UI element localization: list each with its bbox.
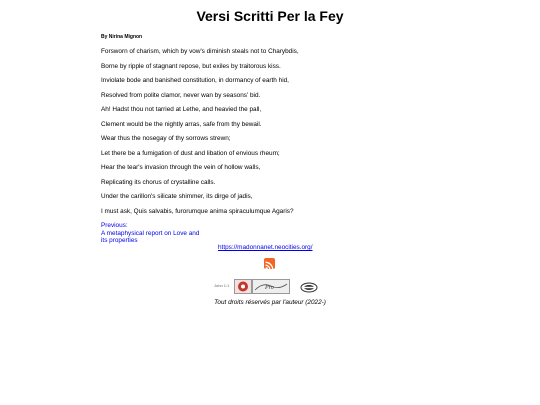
site-link[interactable]: https://madonnanet.neocities.org/ bbox=[218, 244, 313, 251]
poem-line: Replicating its chorus of crystalline calls. bbox=[101, 178, 216, 186]
poem-line: Inviolate bode and banished constitution, in dormancy of earth hid, bbox=[101, 77, 289, 84]
rss-icon[interactable] bbox=[264, 258, 275, 269]
poem-line: Borne by ripple of stagnant repose, but exiles by traitorous kiss. bbox=[101, 62, 281, 70]
page-title: Versi Scritti Per la Fey bbox=[196, 8, 344, 24]
copyright-notice: Tout droits réservés par l'auteur (2022-) bbox=[214, 299, 326, 306]
poem-line: Ah! Hadst thou not tarried at Lethe, and heavied the pall, bbox=[101, 106, 262, 113]
poem-line: Resolved from polite clamor, never wan by seasons' bid. bbox=[101, 91, 261, 99]
poem-line: Forsworn of charism, which by vow's diminish steals not to Charybdis, bbox=[101, 48, 299, 55]
poem-line: Wear thus the nosegay of thy sorrows strewn; bbox=[101, 135, 231, 142]
badge-icon[interactable] bbox=[252, 279, 290, 294]
author-byline: By Nirina Mignon bbox=[101, 34, 143, 40]
poem-line: Clement would be the nightly arras, safe from thy bewail. bbox=[101, 120, 262, 128]
badge-text: John 1:1 bbox=[214, 283, 230, 288]
poem-line: I must ask, Quis salvabis, furorumque anima spiraculumque Agaris? bbox=[101, 207, 294, 215]
badge-icon[interactable] bbox=[300, 280, 318, 291]
poem-line: Hear the tear's invasion through the vein of hollow walls, bbox=[101, 164, 261, 171]
previous-nav bbox=[101, 222, 199, 245]
badge2-text: Pro bbox=[265, 285, 274, 291]
previous-label: Previous: bbox=[101, 222, 128, 229]
poem-body bbox=[101, 48, 431, 222]
previous-link-line1: A metaphysical report on Love and bbox=[101, 229, 200, 237]
site-link-wrapper bbox=[218, 244, 313, 251]
poem-line: Under the carillon's silicate shimmer, its dirge of jadis, bbox=[101, 193, 253, 200]
previous-link[interactable] bbox=[101, 230, 199, 245]
poem-line: Let there be a fumigation of dust and libation of envious rheum; bbox=[101, 149, 280, 157]
badge-icon[interactable] bbox=[234, 279, 252, 294]
previous-link-line2: its properties bbox=[101, 237, 138, 245]
